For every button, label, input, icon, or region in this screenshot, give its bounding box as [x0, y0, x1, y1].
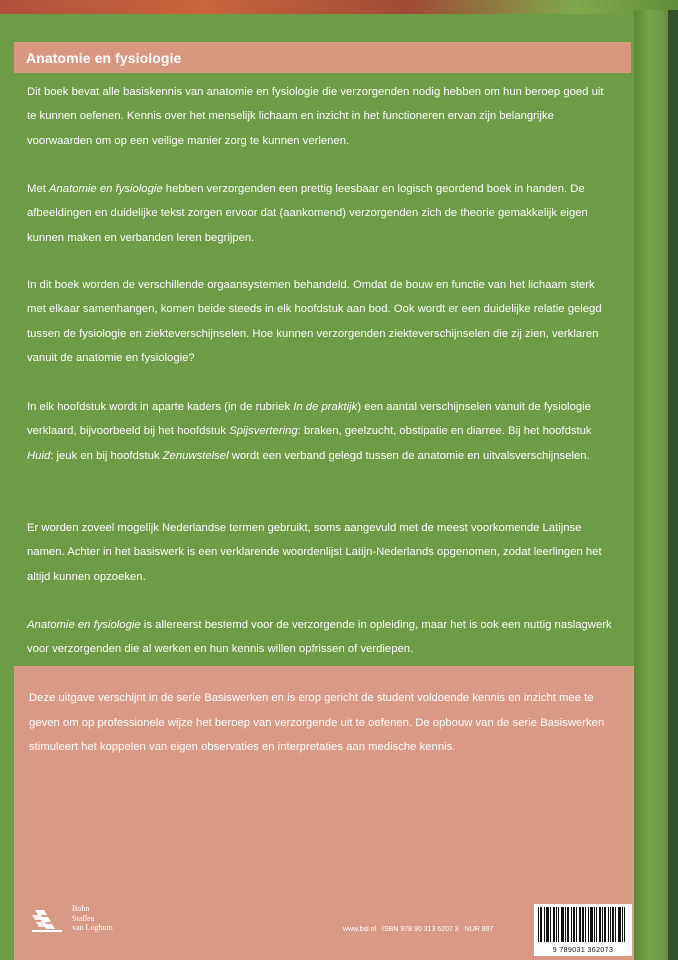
publisher-name-line: Stafleu	[72, 913, 95, 923]
text-run: Dit boek bevat alle basiskennis van anatomie en fysiologie die verzorgenden nodig hebben om hun beroep goed uit te kunnen oefenen. Kennis over het menselijk lichaam en inzicht in het functioneren ervan zijn belangrijke voorwaarden om op een veilige manier zorg te kunnen verlenen.	[27, 86, 604, 147]
spine-shadow	[668, 10, 678, 960]
publisher-name-line: Bohn	[72, 904, 90, 913]
text-run: Er worden zoveel mogelijk Nederlandse termen gebruikt, soms aangevuld met de meest voorkomende Latijnse namen. Achter in het basiswerk is een verklarende woordenlijst Latijn-Nederlands opgenomen, zodat leerlingen het altijd kunnen opzoeken.	[27, 522, 602, 583]
text-run: wordt een verband gelegd tussen de anatomie en uitvalsverschijnselen.	[228, 449, 590, 462]
paragraph-intro	[27, 80, 615, 153]
paragraph-readability	[27, 177, 615, 250]
isbn-number: ISBN 978 90 313 6207 3	[382, 926, 459, 933]
barcode-bars-icon	[534, 904, 632, 944]
series-description: Deze uitgave verschijnt in de serie Basiswerken en is erop gericht de student voldoende kennis en inzicht mee te geven om op professionele wijze het beroep van verzorgende uit te oefenen. De opbouw van de serie Basiswerken stimuleert het koppelen van eigen observaties en interpretaties aan medische kennis.	[29, 692, 605, 753]
paragraph-organ-systems	[27, 273, 615, 370]
italic-term: Zenuwstelsel	[162, 449, 229, 462]
text-run: : braken, geelzucht, obstipatie en diarree. Bij het hoofdstuk	[297, 425, 592, 438]
publisher-logo-icon	[30, 906, 64, 934]
italic-term: Spijsvertering	[229, 425, 298, 438]
text-run: ) een aantal verschijnselen vanuit de fysiologie verklaard, bijvoorbeeld bij het hoofdstuk	[27, 401, 591, 438]
publication-info	[343, 926, 497, 933]
text-run: Met	[27, 183, 49, 195]
publisher-name	[72, 904, 113, 933]
text-run: : jeuk en bij hoofdstuk	[50, 449, 163, 462]
italic-term: In de praktijk	[293, 401, 358, 413]
barcode	[534, 904, 632, 956]
text-run: is allereerst bestemd voor de verzorgende in opleiding, maar het is ook een nuttig naslagwerk voor verzorgenden die al werken en hun kennis willen opfrissen of verdiepen.	[27, 619, 612, 656]
publisher-website: www.bsl.nl	[343, 926, 377, 933]
paragraph-terminology	[27, 516, 615, 589]
barcode-number: 9 789031 362073	[552, 947, 614, 954]
italic-term: Anatomie en fysiologie	[48, 183, 163, 195]
publisher-name-line: van Loghum	[72, 923, 113, 932]
text-run: In dit boek worden de verschillende orgaansystemen behandeld. Omdat de bouw en functie van het lichaam sterk met elkaar samenhangen, komen beide steeds in elk hoofdstuk aan bod. Ook wordt er een duidelijke relatie gelegd tussen de fysiologie en ziekteverschijnselen. Hoe kunnen verzorgenden ziekteverschijnselen die zij zien, verklaren vanuit de anatomie en fysiologie?	[27, 279, 602, 364]
nur-code: NUR 897	[464, 926, 494, 933]
book-title: Anatomie en fysiologie	[26, 50, 182, 66]
italic-term: Anatomie en fysiologie	[27, 619, 141, 631]
text-run: hebben verzorgenden een prettig leesbaar en logisch geordend boek in handen. De afbeeldingen en duidelijke tekst zorgen ervoor dat (aankomend) verzorgenden zich de theorie gemakkelijk eigen kunnen maken en verbanden leren begrijpen.	[27, 183, 588, 244]
cover-top-edge	[0, 0, 678, 14]
text-run: In elk hoofdstuk wordt in aparte kaders (in de rubriek	[27, 401, 294, 413]
paragraph-in-practice	[27, 395, 615, 468]
italic-term: Huid	[27, 449, 51, 462]
paragraph-audience	[27, 613, 615, 662]
